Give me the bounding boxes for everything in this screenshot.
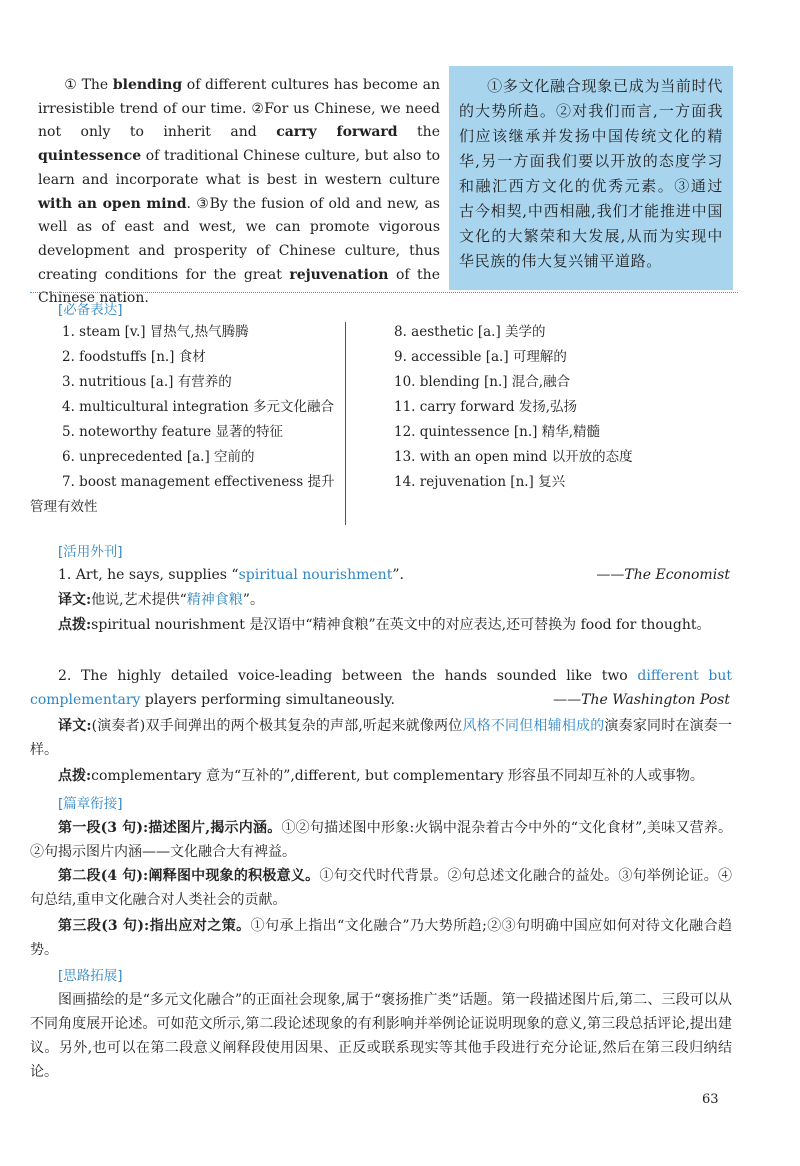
vocab-item: 1. steam [v.] 冒热气,热气腾腾 (62, 324, 249, 340)
structure-label: 第一段(3 句):描述图片,揭示内涵。 (58, 820, 282, 836)
text-run: of traditional Chinese culture, but also to learn and incorporate what is best in western culture (38, 148, 440, 188)
note-label: 点拨: (58, 768, 92, 784)
vocab-item: 6. unprecedented [a.] 空前的 (62, 449, 255, 465)
chinese-translation-box (449, 66, 733, 290)
sentence-number: ③ (196, 195, 210, 212)
text-run: The (76, 77, 113, 93)
text-run: 1. Art, he says, supplies “ (58, 567, 239, 583)
key-phrase-open-mind: with an open mind (38, 195, 187, 212)
note-label: 点拨: (58, 617, 92, 633)
note-1 (30, 613, 732, 637)
note-text: spiritual nourishment 是汉语中“精神食粮”在英文中的对应表达,还可替换为 food for thought。 (91, 617, 711, 633)
vocab-item: 7. boost management effectiveness 提升 (62, 474, 335, 490)
highlighted-phrase: 风格不同但相辅相成的 (462, 718, 605, 734)
vocab-item: 9. accessible [a.] 可理解的 (394, 349, 567, 365)
translation-1 (58, 588, 264, 612)
example-sentence-1 (58, 563, 658, 587)
highlighted-phrase: different but complementary (30, 668, 732, 708)
dotted-separator (30, 292, 738, 293)
text-run: the (397, 124, 440, 141)
structure-text: ①②句描述图中形象:火锅中混杂着古今中外的“文化食材”,美味又营养。②句揭示图片内涵——文化融合大有裨益。 (30, 820, 733, 860)
text-run: (演奏者)双手间弹出的两个极其复杂的声部,听起来就像两位 (91, 718, 463, 734)
structure-text: ①句承上指出“文化融合”乃大势所趋;②③句明确中国应如何对待文化融合趋势。 (30, 918, 732, 958)
page-number: 63 (702, 1092, 719, 1107)
section-heading-structure: [篇章衔接] (58, 796, 123, 812)
english-model-paragraph (38, 74, 440, 311)
text-run: of different cultures has become an irresistible trend of our time. (38, 77, 440, 117)
chinese-translation-text: ①多文化融合现象已成为当前时代的大势所趋。②对我们而言,一方面我们应该继承并发扬中国传统文化的精华,另一方面我们要以开放的态度学习和融汇西方文化的优秀元素。③通过古今相契,中西相融,我们才能推进中国文化的大繁荣和大发展,从而为实现中华民族的伟大复兴铺平道路。 (459, 77, 723, 270)
key-phrase-quintessence: quintessence (38, 148, 142, 165)
note-text: complementary 意为“互补的”,different, but complementary 形容虽不同却互补的人或事物。 (91, 768, 704, 784)
text-run: ”。 (242, 592, 264, 608)
structure-label: 第二段(4 句):阐释图中现象的积极意义。 (58, 868, 320, 884)
vocab-item: 10. blending [n.] 混合,融合 (394, 374, 571, 390)
translation-label: 译文: (58, 718, 92, 734)
structure-label: 第三段(3 句):指出应对之策。 (58, 918, 251, 934)
text-run: 2. The highly detailed voice-leading between the hands sounded like two (58, 668, 638, 684)
text-run: ”. (392, 567, 404, 583)
section-heading-vocab: [必备表达] (58, 302, 123, 318)
sentence-number: ① (64, 77, 77, 93)
vocab-item: 5. noteworthy feature 显著的特征 (62, 424, 283, 440)
source-washington-post: ——The Washington Post (553, 692, 730, 708)
vocab-item: 2. foodstuffs [n.] 食材 (62, 349, 206, 365)
structure-text: ①句交代时代背景。②句总述文化融合的益处。③句举例论证。④句总结,重申文化融合对人类社会的贡献。 (30, 868, 733, 908)
text-run: of the Chinese nation. (38, 266, 440, 307)
vocab-item: 8. aesthetic [a.] 美学的 (394, 324, 546, 340)
key-phrase-carry-forward: carry forward (276, 124, 398, 141)
sentence-number: ② (251, 100, 265, 117)
text-run: . (186, 195, 197, 212)
text-run: players performing simultaneously. (140, 692, 395, 708)
structure-paragraph-2 (30, 864, 732, 912)
ideas-paragraph: 图画描绘的是“多元文化融合”的正面社会现象,属于“褒扬推广类”话题。第一段描述图片后,第二、三段可以从不同角度展开论述。可如范文所示,第二段论述现象的有利影响并举例论证说明现象的意义,第三段总括评论,提出建议。另外,也可以在第二段意义阐释段使用因果、正反或联系现实等其他手段进行充分论证,然后在第三段归纳结论。 (30, 992, 732, 1080)
highlighted-phrase: 精神食粮 (186, 592, 243, 608)
note-2 (30, 764, 732, 788)
section-heading-ideas: [思路拓展] (58, 968, 123, 984)
text-run: 他说,艺术提供“ (91, 592, 187, 608)
vocab-item: 4. multicultural integration 多元文化融合 (62, 399, 334, 415)
text-run: By the fusion of old and new, as well as of east and west, we can promote vigorous development and prosperity of Chinese culture, thus creating conditions for the great (38, 195, 440, 283)
vocab-item-continuation: 管理有效性 (30, 499, 98, 515)
key-phrase-rejuvenation: rejuvenation (289, 266, 389, 283)
structure-paragraph-3 (30, 914, 732, 962)
vocab-item: 11. carry forward 发扬,弘扬 (394, 399, 578, 415)
text-run: For us Chinese, we need not only to inherit and (38, 100, 440, 141)
key-phrase-blending: blending (112, 77, 183, 93)
highlighted-phrase: spiritual nourishment (238, 567, 393, 583)
translation-label: 译文: (58, 592, 92, 608)
vocab-column-divider (345, 322, 346, 525)
vocab-item: 12. quintessence [n.] 精华,精髓 (394, 424, 601, 440)
translation-2 (30, 714, 732, 762)
vocab-item: 14. rejuvenation [n.] 复兴 (394, 474, 566, 490)
section-heading-magazine: [活用外刊] (58, 544, 123, 560)
text-run: 演奏家同时在演奏一样。 (30, 718, 732, 758)
source-economist: ——The Economist (596, 567, 730, 583)
vocab-item: 3. nutritious [a.] 有营养的 (62, 374, 232, 390)
structure-paragraph-1 (30, 816, 732, 864)
vocab-item: 13. with an open mind 以开放的态度 (394, 449, 633, 465)
